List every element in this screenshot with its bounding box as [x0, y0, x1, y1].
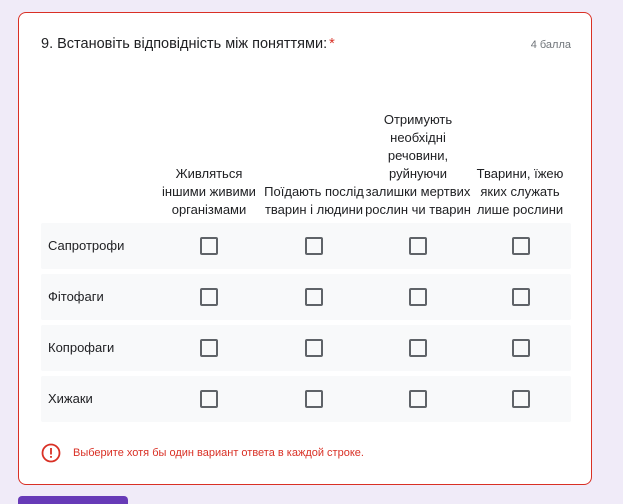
column-header: Отримують необхідні речовини, руйнуючи залишки мертвих рослин чи тварин: [365, 112, 471, 217]
column-header: Тварини, їжею яких служать лише рослини: [476, 166, 564, 217]
error-circle-icon: [41, 443, 61, 463]
grid-row: [41, 325, 571, 371]
row-label: Копрофаги: [48, 340, 115, 355]
grid-row: [41, 274, 571, 320]
points-label: 4 балла: [530, 39, 571, 51]
required-mark: *: [329, 36, 335, 52]
row-label: Фітофаги: [48, 289, 104, 304]
grid-row: [41, 376, 571, 422]
grid-checkbox[interactable]: [512, 339, 530, 357]
grid-checkbox[interactable]: [305, 339, 323, 357]
grid-checkbox[interactable]: [409, 390, 427, 408]
grid-checkbox[interactable]: [409, 237, 427, 255]
grid-checkbox[interactable]: [200, 288, 218, 306]
column-header: Поїдають послід тварин і людини: [264, 184, 364, 217]
grid-checkbox[interactable]: [512, 237, 530, 255]
grid-row: [41, 223, 571, 269]
row-label: Сапротрофи: [48, 238, 125, 253]
grid-checkbox[interactable]: [305, 237, 323, 255]
column-header: Живляться іншими живими організмами: [162, 166, 256, 217]
grid-checkbox[interactable]: [200, 237, 218, 255]
row-label: Хижаки: [48, 391, 93, 406]
grid-checkbox[interactable]: [200, 390, 218, 408]
grid-checkbox[interactable]: [305, 288, 323, 306]
checkbox-grid: [41, 73, 571, 427]
question-title-text: 9. Встановіть відповідність між поняттями:: [41, 36, 328, 52]
validation-error: [41, 443, 364, 463]
grid-checkbox[interactable]: [200, 339, 218, 357]
grid-checkbox[interactable]: [512, 390, 530, 408]
grid-checkbox[interactable]: [409, 339, 427, 357]
grid-checkbox[interactable]: [305, 390, 323, 408]
question-title: [41, 36, 335, 52]
grid-header: [41, 73, 571, 223]
question-card: [18, 12, 592, 485]
grid-checkbox[interactable]: [409, 288, 427, 306]
error-message: Выберите хотя бы один вариант ответа в каждой строке.: [73, 447, 364, 459]
next-card-edge: [18, 496, 128, 504]
grid-checkbox[interactable]: [512, 288, 530, 306]
